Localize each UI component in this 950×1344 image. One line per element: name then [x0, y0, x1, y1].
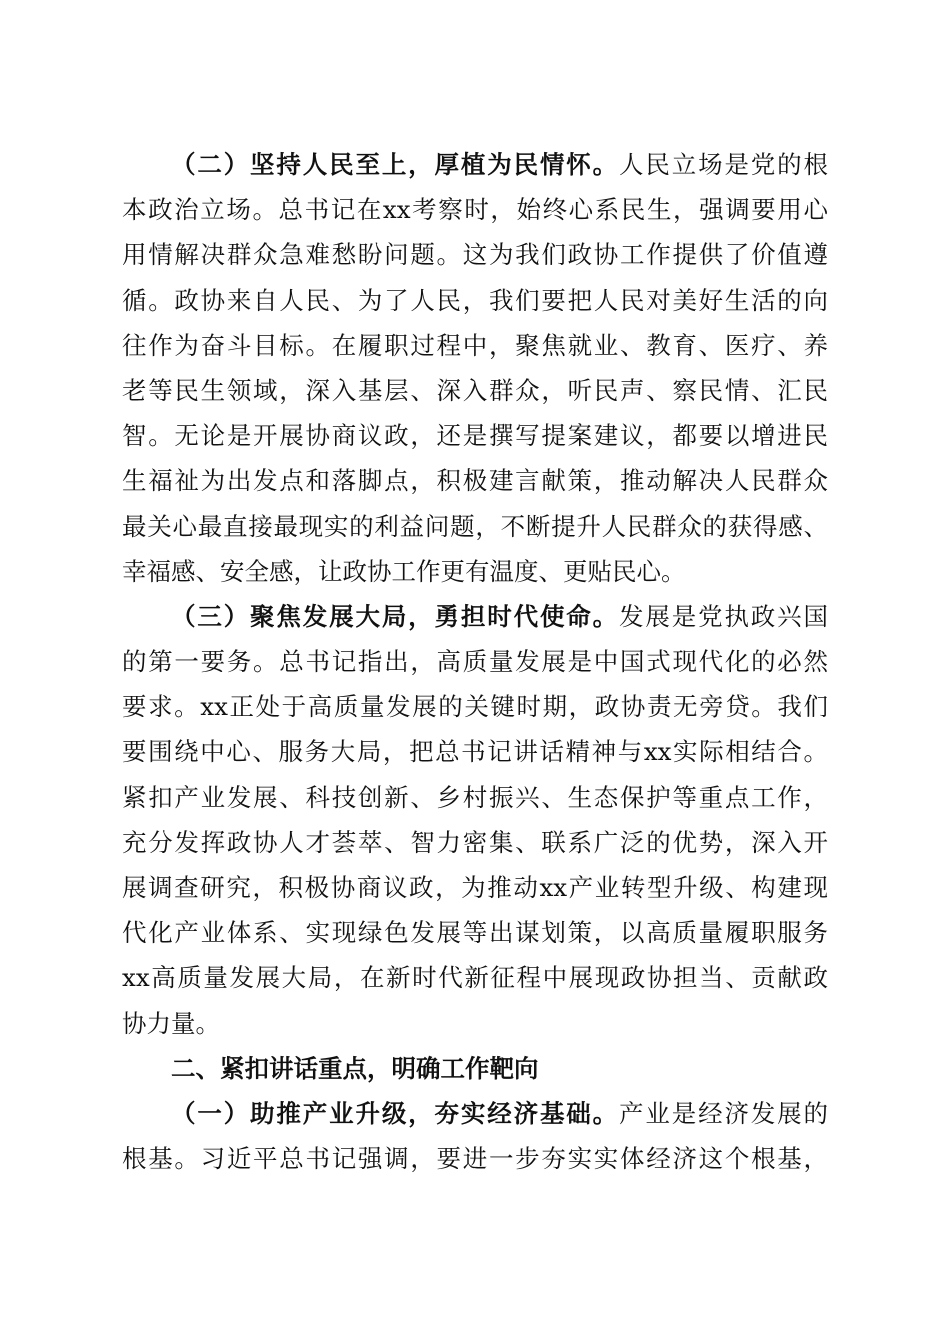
paragraph-line: 要围绕中心、服务大局，把总书记讲话精神与xx实际相结合。	[122, 737, 828, 767]
paragraph-line: 智。无论是开展协商议政，还是撰写提案建议，都要以增进民	[122, 421, 828, 451]
paragraph-text: 发展是党执政兴国	[619, 601, 829, 631]
paragraph-text: 产业是经济发展的	[619, 1098, 829, 1128]
paragraph-line-last: 幸福感、安全感，让政协工作更有温度、更贴民心。	[122, 556, 686, 586]
paragraph-line: 循。政协来自人民、为了人民，我们要把人民对美好生活的向	[122, 285, 828, 315]
paragraph-lead-heading: （三）聚焦发展大局，勇担时代使命。	[171, 601, 620, 631]
paragraph-line	[122, 1091, 828, 1136]
paragraph-line: 老等民生领域，深入基层、深入群众，听民声、察民情、汇民	[122, 375, 828, 405]
paragraph-line	[122, 142, 828, 187]
paragraph-line: 的第一要务。总书记指出，高质量发展是中国式现代化的必然	[122, 647, 828, 677]
paragraph-line: 用情解决群众急难愁盼问题。这为我们政协工作提供了价值遵	[122, 240, 828, 270]
paragraph-line: 往作为奋斗目标。在履职过程中，聚焦就业、教育、医疗、养	[122, 330, 828, 360]
paragraph-line: 本政治立场。总书记在xx考察时，始终心系民生，强调要用心	[122, 195, 828, 225]
paragraph-lead-heading: （二）坚持人民至上，厚植为民情怀。	[171, 150, 620, 179]
paragraph-line-last: 协力量。	[122, 1008, 220, 1038]
paragraph-line: 展调查研究，积极协商议政，为推动xx产业转型升级、构建现	[122, 873, 828, 902]
paragraph-line: 紧扣产业发展、科技创新、乡村振兴、生态保护等重点工作，	[122, 782, 828, 812]
paragraph-line: 代化产业体系、实现绿色发展等出谋划策，以高质量履职服务	[122, 918, 828, 948]
paragraph-lead-heading: （一）助推产业升级，夯实经济基础。	[171, 1098, 620, 1128]
document-body	[122, 142, 828, 1181]
paragraph-line: 根基。习近平总书记强调，要进一步夯实实体经济这个根基，	[122, 1144, 828, 1174]
paragraph-line: 要求。xx正处于高质量发展的关键时期，政协责无旁贷。我们	[122, 692, 828, 722]
paragraph-text: 人民立场是党的根	[619, 150, 829, 179]
paragraph-line	[122, 594, 828, 639]
paragraph-line: 最关心最直接最现实的利益问题，不断提升人民群众的获得感、	[122, 511, 828, 541]
paragraph-line: xx高质量发展大局，在新时代新征程中展现政协担当、贡献政	[122, 963, 828, 993]
section-heading: 二、紧扣讲话重点，明确工作靶向	[171, 1053, 539, 1083]
paragraph-line: 生福祉为出发点和落脚点，积极建言献策，推动解决人民群众	[122, 466, 828, 496]
paragraph-line: 充分发挥政协人才荟萃、智力密集、联系广泛的优势，深入开	[122, 827, 828, 857]
